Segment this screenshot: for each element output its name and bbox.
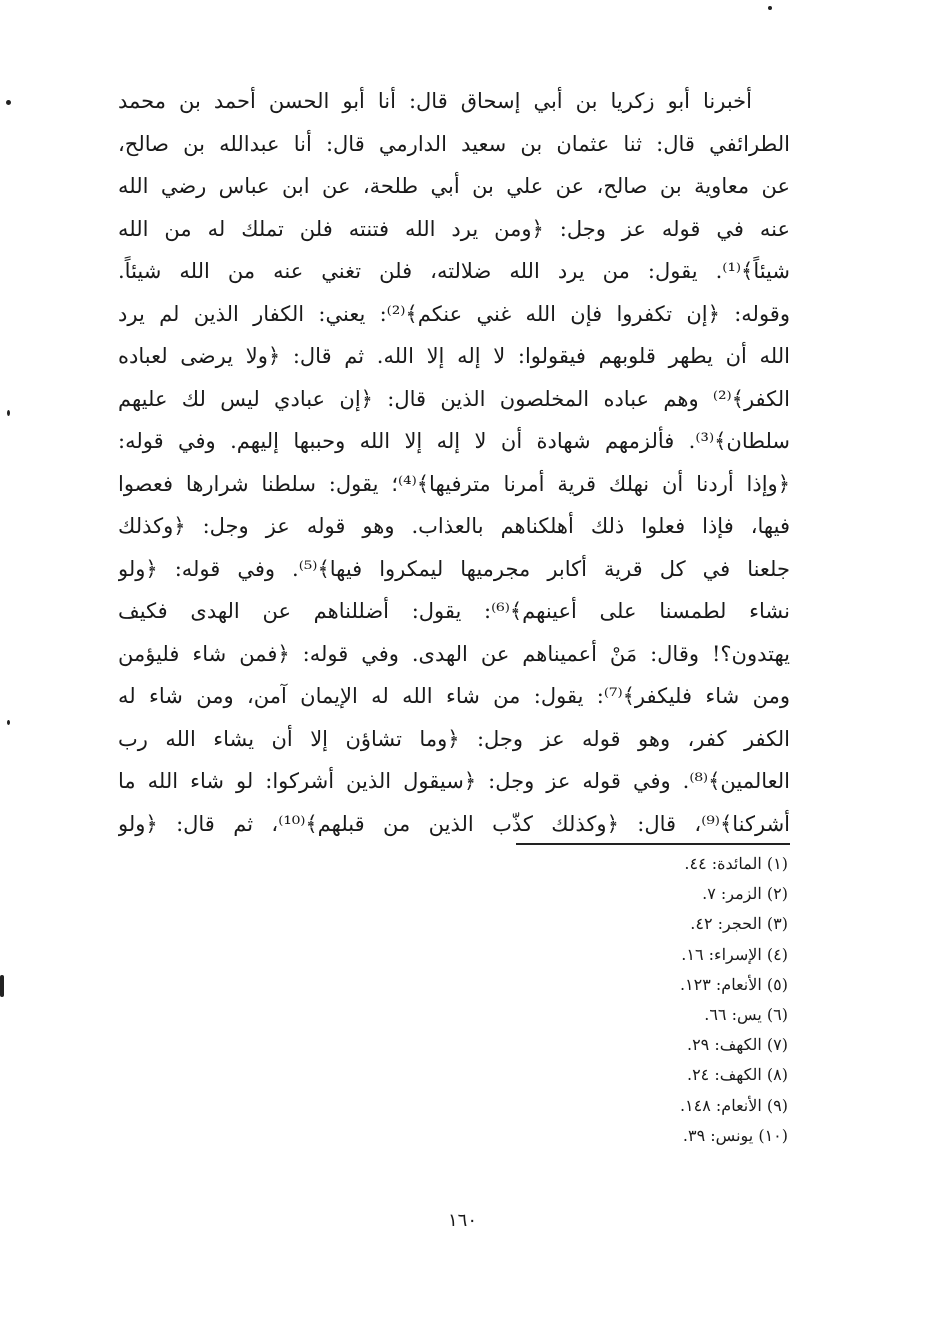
text-line: أشركنا﴾⁽⁹⁾، قال: ﴿وكذلك كذّب الذين من قبلهم﴾⁽¹⁰⁾، ثم قال: ﴿ولو — [118, 811, 790, 836]
footnote-item: (٩) الأنعام: ١٤٨. — [679, 1095, 788, 1115]
text-line: وقوله: ﴿إن تكفروا فإن الله غني عنكم﴾⁽²⁾: يعني: الكفار الذين لم يرد — [118, 301, 790, 326]
text-line: عن معاوية بن صالح، عن علي بن أبي طلحة، عن ابن عباس رضي الله — [118, 174, 790, 198]
text-line: العالمين﴾⁽⁸⁾. وفي قوله عز وجل: ﴿سيقول الذين أشركوا: لو شاء الله ما — [118, 769, 790, 793]
footnote-item: (٤) الإسراء: ١٦. — [681, 944, 788, 964]
text-line: ومن شاء فليكفر﴾⁽⁷⁾: يقول: من شاء الله له الإيمان آمن، ومن شاء له — [118, 684, 790, 708]
text-line: يهتدون؟! وقال: مَنْ أعميناهم عن الهدى. وفي قوله: ﴿فمن شاء فليؤمن — [118, 641, 790, 666]
scan-speck — [0, 975, 4, 997]
text-line: سلطان﴾⁽³⁾. فألزمهم شهادة أن لا إله إلا الله وحببها إليهم. وفي قوله: — [118, 429, 790, 453]
text-line: الطرائفي قال: ثنا عثمان بن سعيد الدارمي قال: أنا عبدالله بن صالح، — [118, 131, 790, 156]
footnote-item: (٧) الكهف: ٢٩. — [686, 1035, 788, 1055]
footnote-divider — [516, 843, 790, 845]
text-line: فيها، فإذا فعلوا ذلك أهلكناهم بالعذاب. وهو قوله عز وجل: ﴿وكذلك — [118, 514, 790, 538]
text-line: جلعنا في كل قرية أكابر مجرميها ليمكروا فيها﴾⁽⁵⁾. وفي قوله: ﴿ولو — [118, 556, 790, 581]
text-line: الله أن يطهر قلوبهم فيقولوا: لا إله إلا الله. ثم قال: ﴿ولا يرضى لعباده — [118, 344, 790, 368]
text-line: الكفر كفر، وهو قوله عز وجل: ﴿وما تشاؤن إلا أن يشاء الله رب — [118, 726, 790, 751]
scan-speck — [6, 100, 11, 105]
footnote-item: (٢) الزمر: ٧. — [702, 884, 788, 904]
footnote-item: (٦) يس: ٦٦. — [704, 1004, 788, 1024]
text-line: ﴿وإذا أردنا أن نهلك قرية أمرنا مترفيها﴾⁽⁴⁾؛ يقول: سلطنا شرارها فعصوا — [118, 471, 790, 496]
scan-speck — [7, 410, 10, 416]
footnote-item: (٨) الكهف: ٢٤. — [686, 1065, 788, 1085]
footnote-item: (٥) الأنعام: ١٢٣. — [679, 974, 788, 994]
footnotes — [488, 849, 788, 1151]
text-line: شيئاً﴾⁽¹⁾. يقول: من يرد الله ضلالته، فلن تغني عنه من الله شيئاً. — [118, 259, 790, 283]
text-line: أخبرنا أبو زكريا بن أبي إسحاق قال: أنا أبو الحسن أحمد بن محمد — [118, 89, 752, 113]
footnote-item: (٣) الحجر: ٤٢. — [690, 914, 788, 934]
scan-speck — [7, 720, 10, 725]
footnote-item: (١٠) يونس: ٣٩. — [682, 1125, 788, 1145]
footnote-item: (١) المائدة: ٤٤. — [684, 854, 788, 873]
text-line: الكفر﴾⁽²⁾ وهم عباده المخلصون الذين قال: ﴿إن عبادي ليس لك عليهم — [118, 386, 790, 411]
text-line: عنه في قوله عز وجل: ﴿ومن يرد الله فتنته فلن تملك له من الله — [118, 216, 790, 241]
text-line: نشاء لطمسنا على أعينهم﴾⁽⁶⁾: يقول: أضللناهم عن الهدى فكيف — [118, 599, 790, 623]
page-number: ١٦٠ — [447, 1210, 477, 1231]
main-text — [118, 80, 790, 845]
scan-speck — [768, 6, 772, 10]
